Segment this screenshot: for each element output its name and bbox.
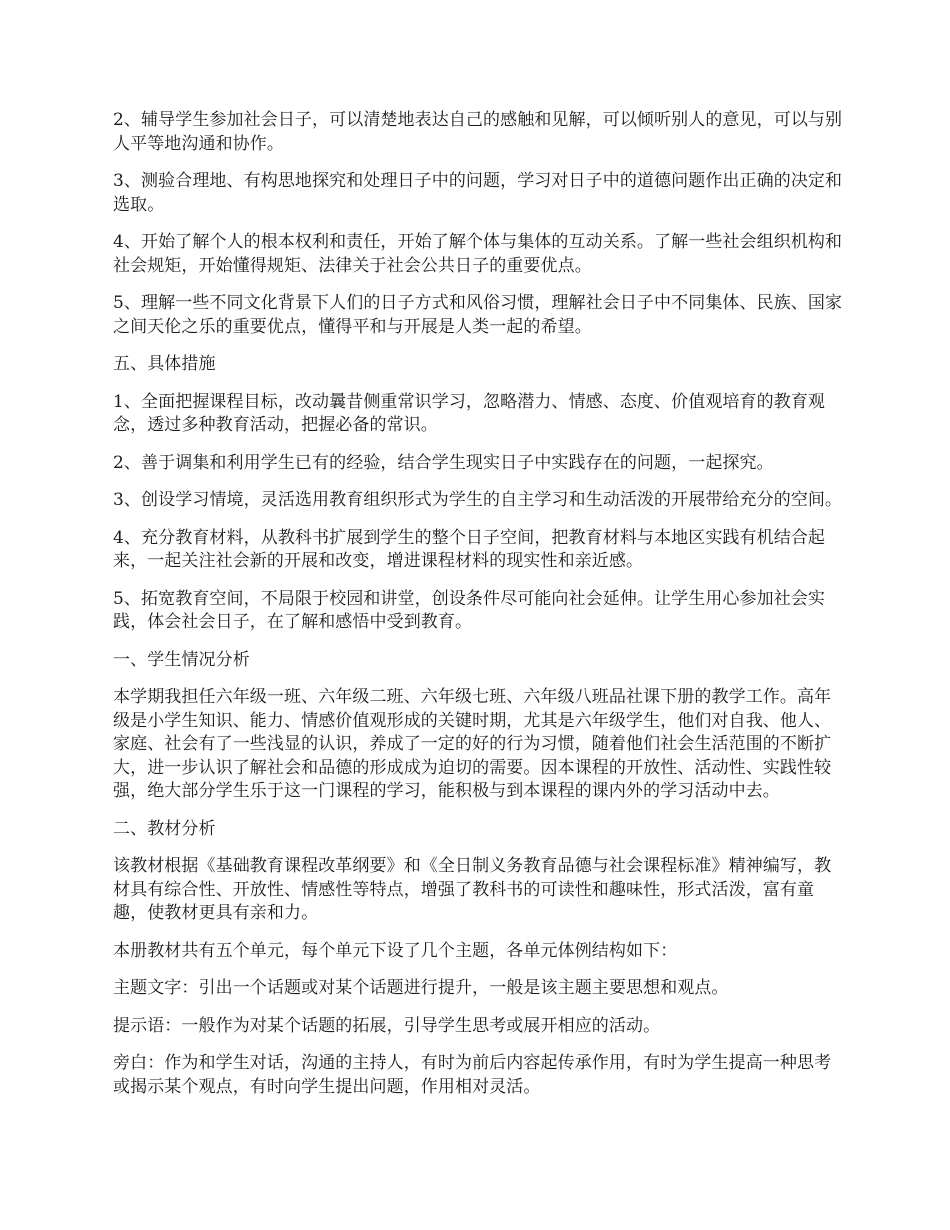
paragraph-measure-5: 5、拓宽教育空间，不局限于校园和讲堂，创设条件尽可能向社会延伸。让学生用心参加社会实践，体会社会日子，在了解和感悟中受到教育。 (113, 588, 826, 632)
paragraph-student-analysis: 本学期我担任六年级一班、六年级二班、六年级七班、六年级八班品社课下册的教学工作。高年级是小学生知识、能力、情感价值观形成的关键时期，尤其是六年级学生，他们对自我、他人、家庭、社会有了一些浅显的认识，养成了一定的好的行为习惯，随着他们社会生活范围的不断扩大，进一步认识了解社会和品德的形成成为迫切的需要。因本课程的开放性、活动性、实践性较强，绝大部分学生乐于这一门课程的学习，能积极与到本课程的课内外的学习活动中去。 (113, 687, 832, 801)
paragraph-goal-3: 3、测验合理地、有构思地探究和处理日子中的问题，学习对日子中的道德问题作出正确的决定和选取。 (113, 171, 843, 215)
paragraph-goal-4: 4、开始了解个人的根本权利和责任，开始了解个体与集体的互动关系。了解一些社会组织机构和社会规矩，开始懂得规矩、法律关于社会公共日子的重要优点。 (113, 232, 843, 276)
paragraph-textbook-basis: 该教材根据《基础教育课程改革纲要》和《全日制义务教育品德与社会课程标准》精神编写，教材具有综合性、开放性、情感性等特点，增强了教科书的可读性和趣味性，形式活泼，富有童趣，使教材更具有亲和力。 (113, 856, 832, 923)
paragraph-goal-5: 5、理解一些不同文化背景下人们的日子方式和风俗习惯，理解社会日子中不同集体、民族、国家之间天伦之乐的重要优点，懂得平和与开展是人类一起的希望。 (113, 293, 843, 337)
paragraph-measure-4: 4、充分教育材料，从教科书扩展到学生的整个日子空间，把教育材料与本地区实践有机结合起来，一起关注社会新的开展和改变，增进课程材料的现实性和亲近感。 (113, 527, 826, 571)
paragraph-prompt-text: 提示语：一般作为对某个话题的拓展，引导学生思考或展开相应的活动。 (113, 1015, 661, 1036)
paragraph-measure-1: 1、全面把握课程目标，改动曩昔侧重常识学习，忽略潜力、情感、态度、价值观培育的教育观念，透过多种教育活动，把握必备的常识。 (113, 391, 826, 435)
paragraph-units-overview: 本册教材共有五个单元，每个单元下设了几个主题，各单元体例结构如下： (113, 940, 678, 961)
paragraph-measure-3: 3、创设学习情境，灵活选用教育组织形式为学生的自主学习和生动活泼的开展带给充分的空间。 (113, 490, 843, 510)
section-heading-measures: 五、具体措施 (113, 354, 216, 374)
section-heading-student-analysis: 一、学生情况分析 (113, 649, 250, 670)
section-heading-textbook-analysis: 二、教材分析 (113, 818, 216, 839)
paragraph-narration: 旁白：作为和学生对话，沟通的主持人，有时为前后内容起传承作用，有时为学生提高一种思考或揭示某个观点，有时向学生提出问题，作用相对灵活。 (113, 1053, 832, 1097)
paragraph-theme-text: 主题文字：引出一个话题或对某个话题进行提升，一般是该主题主要思想和观点。 (113, 978, 729, 998)
paragraph-goal-2: 2、辅导学生参加社会日子，可以清楚地表达自己的感触和见解，可以倾听别人的意见，可以与别人平等地沟通和协作。 (113, 110, 843, 154)
paragraph-measure-2: 2、善于调集和利用学生已有的经验，结合学生现实日子中实践存在的问题，一起探究。 (113, 452, 774, 473)
document-body (113, 109, 843, 1113)
